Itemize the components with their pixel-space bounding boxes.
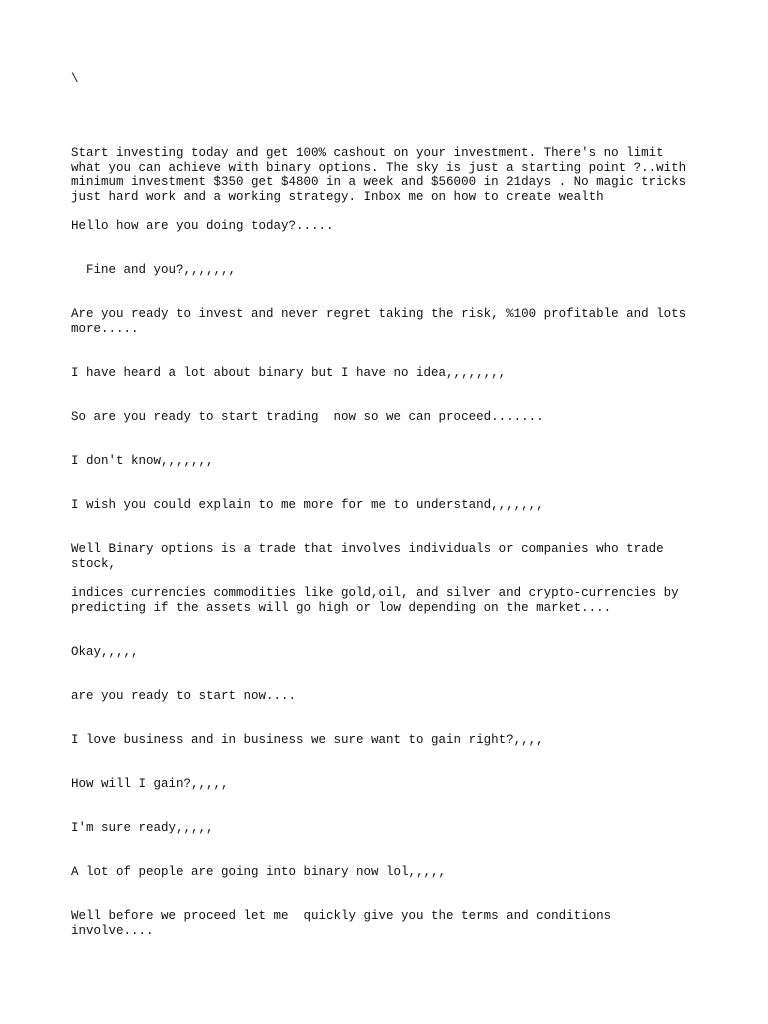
people-binary-line: A lot of people are going into binary now lol,,,,, <box>71 865 447 879</box>
how-gain-line: How will I gain?,,,,, <box>71 777 229 791</box>
business-line: I love business and in business we sure want to gain right?,,,, <box>71 733 544 747</box>
invest-question-line: Are you ready to invest and never regret taking the risk, %100 profitable and lots more..... <box>71 307 694 336</box>
reply-line: Fine and you?,,,,,,, <box>71 263 237 277</box>
ready-to-start-line: are you ready to start now.... <box>71 689 297 703</box>
backslash-line: \ <box>71 72 79 86</box>
start-trading-line: So are you ready to start trading now so we can proceed....... <box>71 410 544 424</box>
terms-line: Well before we proceed let me quickly give you the terms and conditions involve.... <box>71 909 619 938</box>
okay-line: Okay,,,,, <box>71 645 139 659</box>
binary-idea-line: I have heard a lot about binary but I have no idea,,,,,,,, <box>71 366 507 380</box>
greeting-line: Hello how are you doing today?..... <box>71 219 334 233</box>
dont-know-line: I don't know,,,,,,, <box>71 454 214 468</box>
sure-ready-line: I'm sure ready,,,,, <box>71 821 214 835</box>
binary-definition-line: Well Binary options is a trade that involves individuals or companies who trade stock, <box>71 542 672 571</box>
assets-line: indices currencies commodities like gold,oil, and silver and crypto-currencies by predicting if the assets will go high or low depending on the market.... <box>71 586 687 615</box>
intro-paragraph: Start investing today and get 100% cashout on your investment. There's no limit what you can achieve with binary options. The sky is just a starting point ?..with minimum investment $350 get $4800 in a week and $56000 in 21days . No magic tricks just hard work and a working strategy. Inbox me on how to create wealth <box>71 146 694 204</box>
explain-line: I wish you could explain to me more for me to understand,,,,,,, <box>71 498 544 512</box>
